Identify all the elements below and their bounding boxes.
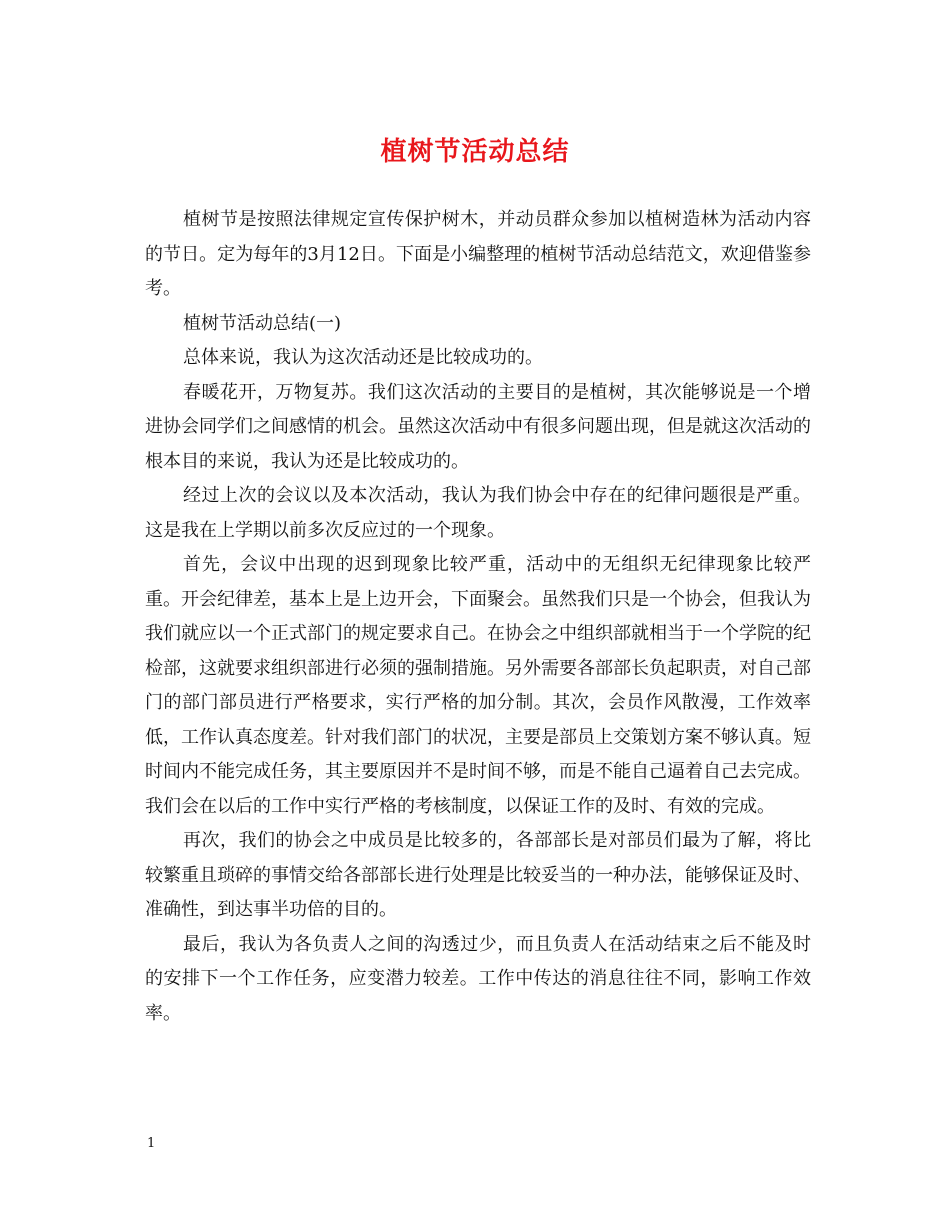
paragraph: 最后，我认为各负责人之间的沟透过少，而且负责人在活动结束之后不能及时的安排下一个工作任务，应变潜力较差。工作中传达的消息往往不同，影响工作效率。 [145,933,811,1024]
document-body [145,203,811,1031]
document-title: 植树节活动总结 [380,137,570,167]
paragraph: 总体来说，我认为这次活动还是比较成功的。 [183,347,543,368]
paragraph: 再次，我们的协会之中成员是比较多的，各部部长是对部员们最为了解，将比较繁重且琐碎的事情交给各部部长进行处理是比较妥当的一种办法，能够保证及时、准确性，到达事半功倍的目的。 [145,830,811,920]
section-heading: 植树节活动总结(一) [183,312,342,334]
paragraph: 春暖花开，万物复苏。我们这次活动的主要目的是植树，其次能够说是一个增进协会同学们之间感情的机会。虽然这次活动中有很多问题出现，但是就这次活动的根本目的来说，我认为还是比较成功的。 [145,381,811,472]
paragraph: 经过上次的会议以及本次活动，我认为我们协会中存在的纪律问题很是严重。这是我在上学期以前多次反应过的一个现象。 [145,485,811,541]
paragraph: 首先，会议中出现的迟到现象比较严重，活动中的无组织无纪律现象比较严重。开会纪律差，基本上是上边开会，下面聚会。虽然我们只是一个协会，但我认为我们就应以一个正式部门的规定要求自己。在协会之中组织部就相当于一个学院的纪检部，这就要求组织部进行必须的强制措施。另外需要各部部长负起职责，对自己部门的部门部员进行严格要求，实行严格的加分制。其次，会员作风散漫，工作效率低，工作认真态度差。针对我们部门的状况，主要是部员上交策划方案不够认真。短时间内不能完成任务，其主要原因并不是时间不够，而是不能自己逼着自己去完成。我们会在以后的工作中实行严格的考核制度，以保证工作的及时、有效的完成。 [145,554,811,817]
paragraph-intro: 植树节是按照法律规定宣传保护树木，并动员群众参加以植树造林为活动内容的节日。定为每年的3月12日。下面是小编整理的植树节活动总结范文，欢迎借鉴参考。 [145,209,811,299]
page-number: 1 [147,1136,156,1151]
